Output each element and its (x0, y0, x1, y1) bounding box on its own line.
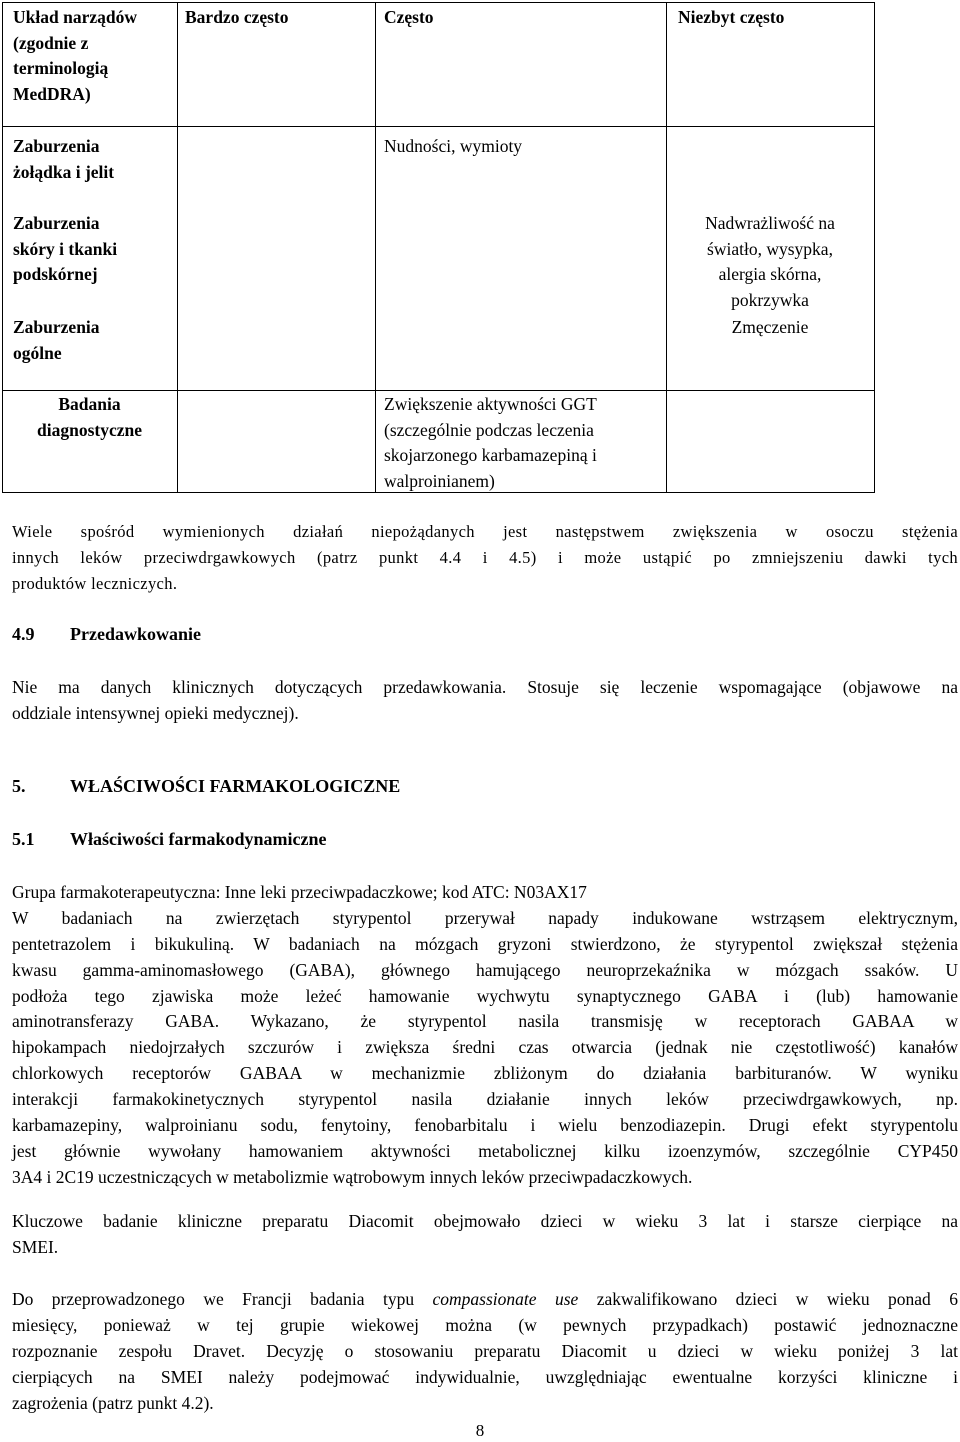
header-line: Układ narządów (13, 7, 137, 27)
paragraph-line: zagrożenia (patrz punkt 4.2). (12, 1392, 214, 1413)
section-4-9-paragraph (12, 675, 958, 727)
note-line: Wiele spośród wymienionych działań niepożądanych jest następstwem zwiększenia w osoczu stężenia (12, 522, 958, 541)
organ-general (13, 315, 100, 366)
table-col-divider-1 (177, 2, 178, 493)
paragraph-line: jest głównie wywołany hamowaniem aktywności metabolicznej kilku izoenzymów, szczególnie CYP450 (12, 1140, 958, 1161)
organ-line: Zaburzenia (13, 317, 100, 337)
organ-line: podskórnej (13, 264, 98, 284)
organ-line: skóry i tkanki (13, 238, 118, 259)
paragraph-line: podłoża tego zjawiska może leżeć hamowanie wychwytu synaptycznego GABA i (lub) hamowanie (12, 985, 958, 1006)
organ-line: Zaburzenia (13, 136, 100, 156)
paragraph-line: W badaniach na zwierzętach styrypentol przerywał napady indukowane wstrząsem elektrycznym, (12, 907, 958, 928)
note-line: produktów leczniczych. (12, 573, 178, 593)
header-common: Często (384, 7, 434, 27)
header-organ-system (13, 5, 173, 107)
section-title: Właściwości farmakodynamiczne (70, 829, 327, 849)
section-number: 5.1 (12, 829, 35, 849)
italic-term: compassionate use (432, 1289, 579, 1309)
organ-line: żołądka i jelit (13, 161, 115, 182)
organ-line: Zaburzenia (13, 213, 100, 233)
table-border-top (2, 2, 875, 3)
table-col-divider-2 (375, 2, 376, 493)
uncommon-line: Nadwrażliwość na (705, 213, 835, 233)
paragraph-line: Nie ma danych klinicznych dotyczących przedawkowania. Stosuje się leczenie wspomagające (objawowe na (12, 677, 958, 697)
header-line: terminologią (13, 58, 109, 78)
organ-line: Badania (58, 394, 121, 414)
section-5-1-heading (12, 829, 326, 850)
page-number: 8 (475, 1421, 485, 1440)
table-row-divider-1 (2, 126, 875, 127)
section-4-9-heading (12, 624, 201, 645)
note-line: innych leków przeciwdrgawkowych (patrz punkt 4.4 i 4.5) i może ustąpić po zmniejszeniu dawki tych (12, 547, 958, 567)
paragraph-line: oddziale intensywnej opieki medycznej). (12, 702, 299, 723)
paragraph-line: 3A4 i 2C19 uczestniczących w metabolizmie wątrobowym innych leków przeciwpadaczkowych. (12, 1166, 693, 1187)
section-number: 4.9 (12, 624, 35, 644)
uncommon-line: alergia skórna, (718, 264, 822, 284)
common-line: (szczególnie podczas leczenia (384, 419, 594, 440)
organ-skin (13, 211, 117, 288)
pharmacodynamics-paragraph (12, 880, 958, 1191)
uncommon-line: światło, wysypka, (707, 238, 833, 259)
adverse-reactions-table (2, 2, 874, 493)
common-line: skojarzonego karbamazepiną i (384, 445, 597, 465)
paragraph-line (12, 1286, 958, 1312)
paragraph-line: kwasu gamma-aminomasłowego (GABA), głównego hamującego neuroprzekaźnika w mózgach ssaków. U (12, 959, 958, 980)
text-run: Do przeprowadzonego we Francji badania typu (12, 1289, 433, 1309)
organ-line: diagnostyczne (37, 419, 142, 440)
france-paragraph (12, 1286, 958, 1415)
paragraph-line: pentetrazolem i bikukuliną. W badaniach na mózgach gryzoni stwierdzono, że styrypentol zwiększał stężenia (12, 933, 958, 954)
uncommon-line: Zmęczenie (731, 317, 809, 337)
section-title: WŁAŚCIWOŚCI FARMAKOLOGICZNE (70, 776, 401, 796)
uncommon-skin (666, 211, 874, 313)
header-line: (zgodnie z (13, 32, 89, 53)
paragraph-line: karbamazepiny, walproinianu sodu, fenytoiny, fenobarbitalu i wielu benzodiazepin. Drugi efekt styrypentolu (12, 1115, 958, 1136)
common-investigations (384, 392, 597, 494)
text-run: zakwalifikowano dzieci w wieku ponad 6 (578, 1289, 958, 1309)
atc-line: Grupa farmakoterapeutyczna: Inne leki przeciwpadaczkowe; kod ATC: N03AX17 (12, 882, 587, 902)
common-line: Zwiększenie aktywności GGT (384, 394, 597, 414)
paragraph-line: aminotransferazy GABA. Wykazano, że styrypentol nasila transmisję w receptorach GABAA w (12, 1011, 958, 1032)
paragraph-line: chlorkowych receptorów GABAA w mechanizmie zbliżonym do działania barbituranów. W wyniku (12, 1063, 958, 1084)
paragraph-line: hipokampach niedojrzałych szczurów i zwiększa średni czas otwarcia (jednak nie częstotliwość) kanałów (12, 1037, 958, 1058)
section-number: 5. (12, 776, 26, 796)
paragraph-line: miesięcy, ponieważ w tej grupie wiekowej można (w pewnych przypadkach) postawić jednoznaczne (12, 1314, 958, 1335)
header-uncommon: Niezbyt często (678, 7, 785, 27)
paragraph-line: Kluczowe badanie kliniczne preparatu Diacomit obejmowało dzieci w wieku 3 lat i starsze cierpiące na (12, 1211, 958, 1231)
common-line: Nudności, wymioty (384, 136, 523, 156)
note-paragraph (12, 519, 958, 597)
paragraph-line: SMEI. (12, 1236, 59, 1257)
section-title: Przedawkowanie (70, 624, 201, 644)
paragraph-line: interakcji farmakokinetycznych styrypentol nasila działanie innych leków przeciwdrgawkowych, np. (12, 1089, 958, 1110)
paragraph-line: cierpiących na SMEI należy podejmować indywidualnie, uwzględniając ewentualne korzyści kliniczne i (12, 1366, 958, 1387)
diacomit-paragraph (12, 1208, 958, 1260)
table-border-right (874, 2, 875, 493)
organ-line: ogólne (13, 342, 62, 363)
section-5-heading (12, 776, 400, 797)
common-gastrointestinal (384, 134, 522, 160)
uncommon-general (666, 315, 874, 341)
header-very-common: Bardzo często (185, 7, 289, 27)
organ-investigations (2, 392, 177, 443)
uncommon-line: pokrzywka (731, 289, 809, 310)
paragraph-line: rozpoznanie zespołu Dravet. Decyzję o stosowaniu preparatu Diacomit u dzieci w wieku poniżej 3 lat (12, 1340, 958, 1361)
common-line: walproinianem) (384, 470, 495, 491)
organ-gastrointestinal (13, 134, 114, 185)
header-line: MedDRA) (13, 83, 91, 104)
